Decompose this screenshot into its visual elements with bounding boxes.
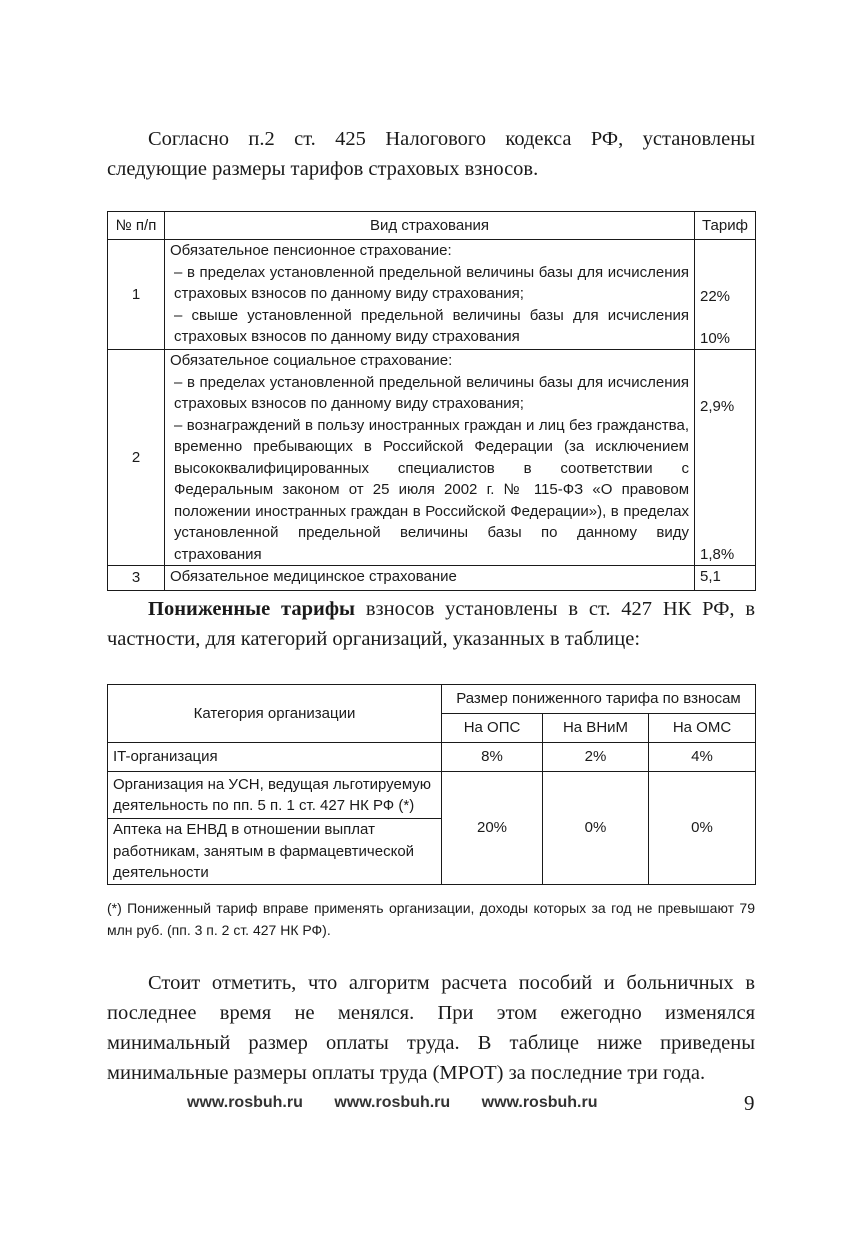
intro-paragraph: Согласно п.2 ст. 425 Налогового кодекса РФ, установлены следующие размеры тарифов страховых взносов.: [107, 128, 755, 180]
header-group: Размер пониженного тарифа по взносам: [442, 685, 756, 714]
table-row: [108, 566, 756, 591]
reduced-paragraph-rest: взносов установлены в ст. 427 НК РФ, в частности, для категорий организаций, указанных в таблице:: [107, 598, 755, 650]
footer-link[interactable]: www.rosbuh.ru: [481, 1094, 598, 1111]
row-category: Аптека на ЕНВД в отношении выплат работникам, занятым в фармацевтической деятельности: [108, 819, 442, 885]
row-item: – свыше установленной предельной величины базы для исчисления страховых взносов по данному виду страхования: [174, 306, 689, 345]
row-title: Обязательное пенсионное страхование:: [170, 242, 452, 259]
rate-value: 5,1: [695, 566, 756, 591]
row-category: Организация на УСН, ведущая льготируемую деятельность по пп. 5 п. 1 ст. 427 НК РФ (*): [108, 772, 442, 819]
row-description: [165, 350, 695, 566]
shared-value: 20%: [442, 772, 543, 885]
row-value: 4%: [649, 743, 756, 772]
table-row: [108, 743, 756, 772]
header-rate: Тариф: [695, 212, 756, 240]
table-header-row: [108, 685, 756, 714]
row-category: IT-организация: [108, 743, 442, 772]
row-item: – в пределах установленной предельной величины базы для исчисления страховых взносов по данному виду страхования;: [174, 263, 689, 302]
rate-value: 1,8%: [700, 545, 735, 563]
row-num: 3: [108, 566, 165, 591]
row-rate: [695, 240, 756, 350]
reduced-paragraph: [107, 594, 755, 654]
row-value: 2%: [543, 743, 649, 772]
footer-links: [187, 1094, 624, 1112]
footer-link[interactable]: www.rosbuh.ru: [334, 1094, 451, 1111]
reduced-tariffs-table: [107, 684, 756, 885]
header-category: Категория организации: [108, 685, 442, 743]
table-header-row: [108, 212, 756, 240]
header-vnim: На ВНиМ: [543, 714, 649, 743]
row-item: – в пределах установленной предельной величины базы для исчисления страховых взносов по данному виду страхования;: [174, 373, 689, 412]
row-rate: [695, 350, 756, 566]
shared-value: 0%: [649, 772, 756, 885]
shared-value: 0%: [543, 772, 649, 885]
rate-value: 22%: [700, 288, 731, 305]
row-title: Обязательное медицинское страхование: [165, 566, 695, 591]
closing-paragraph: Стоит отметить, что алгоритм расчета пособий и больничных в последнее время не менялся. При этом ежегодно изменялся минимальный размер оплаты труда. В таблице ниже приведены минимальные размеры оплаты труда (МРОТ) за последние три года.: [107, 972, 755, 1084]
page-number: 9: [744, 1091, 755, 1115]
rate-value: 2,9%: [700, 398, 735, 415]
row-title: Обязательное социальное страхование:: [170, 352, 453, 369]
row-description: [165, 240, 695, 350]
row-value: 8%: [442, 743, 543, 772]
row-item: – вознаграждений в пользу иностранных граждан и лиц без гражданства, временно пребывающих в Российской Федерации (за исключением высококвалифицированных специалистов в соответствии с Федеральным законом от 25 июля 2002 г. № 115-ФЗ «О правовом положении иностранных граждан в Российской Федерации»), в пределах установленной предельной величины базы по данному виду страхования: [174, 416, 689, 563]
header-ops: На ОПС: [442, 714, 543, 743]
header-oms: На ОМС: [649, 714, 756, 743]
footer-link[interactable]: www.rosbuh.ru: [187, 1094, 303, 1111]
rate-value: 10%: [700, 329, 731, 347]
table-row: [108, 772, 756, 819]
reduced-paragraph-bold: Пониженные тарифы: [148, 598, 356, 620]
header-num: № п/п: [108, 212, 165, 240]
footnote: (*) Пониженный тариф вправе применять организации, доходы которых за год не превышают 79 млн руб. (пп. 3 п. 2 ст. 427 НК РФ).: [107, 900, 755, 938]
table-row: [108, 240, 756, 350]
row-num: 1: [108, 240, 165, 350]
header-type: Вид страхования: [165, 212, 695, 240]
row-num: 2: [108, 350, 165, 566]
table-row: [108, 350, 756, 566]
tariffs-table: [107, 211, 756, 591]
